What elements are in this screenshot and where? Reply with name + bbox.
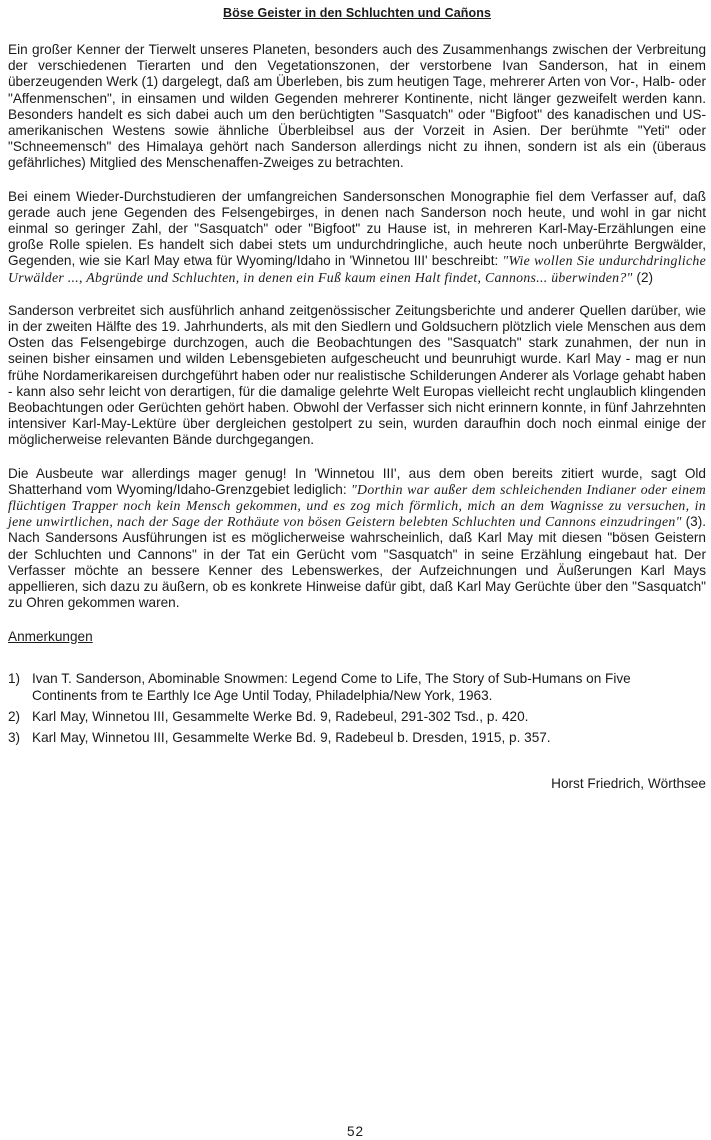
note-number: 2) — [8, 708, 21, 724]
page-title: Böse Geister in den Schluchten und Cañons — [222, 6, 492, 20]
note-item — [8, 729, 706, 746]
paragraph-text: Die Ausbeute war allerdings mager genug! In 'Winnetou III', aus dem oben bereits zitiert wurde, sagt Old Shatterhand vom Wyoming/Idaho-Grenzgebiet lediglich: — [8, 465, 706, 497]
paragraph-text: (3). Nach Sandersons Ausführungen ist es möglicherweise wahrscheinlich, daß Karl May mit diesen "bösen Geistern der Schluchten und Cannons" in der Tat ein Gerücht vom "Sasquatch" in seine Erzählung eingebaut hat. Der Verfasser möchte an bessere Kenner des Lebenswerkes, der Aufzeichnungen und Äußerungen Karl Mays appellieren, sich dazu zu äußern, ob es konkrete Hinweise dafür gibt, daß Karl May Gerüchte über den "Sasquatch" zu Ohren gekommen waren. — [8, 514, 706, 611]
paragraph-text: Sanderson verbreitet sich ausführlich anhand zeitgenössischer Zeitungsberichte und anderer Quellen darüber, wie in der zweiten Hälfte des 19. Jahrhunderts, als mit den Siedlern und Goldsuchern plötzlich viele Menschen aus dem Osten das Felsengebirge durchzogen, auch die Beobachtungen des "Sasquatch" stark zunahmen, der nun in seinen bisher einsamen und wilden Lebensgebieten aufgescheucht und beunruhigt wurde. Karl May - mag er nun frühe Nordamerikareisen durchgeführt haben oder nur realistische Schilderungen Anderer als Vorlage gehabt haben - kann also sehr leicht von derartigen, für die damalige gelehrte Welt Europas vielleicht recht unglaublich klingenden Beobachtungen oder Gerüchten gehört haben. Obwohl der Verfasser sich nicht erinnern konnte, in fünf Jahrzehnten intensiver Karl-May-Lektüre über dergleichen gestolpert zu sein, wurden daraufhin doch noch einmal einige der möglicherweise relevanten Bände durchgegangen. — [8, 302, 706, 448]
document-page — [8, 6, 706, 791]
note-item — [8, 708, 706, 725]
paragraph — [8, 466, 706, 612]
paragraph-text: Ein großer Kenner der Tierwelt unseres Planeten, besonders auch des Zusammenhangs zwischen der Verbreitung der verschiedenen Tierarten und den Vegetationszonen, der verstorbene Ivan Sanderson, hat in einem überzeugenden Werk (1) dargelegt, daß am Überleben, bis zum heutigen Tage, mehrerer Arten von Vor-, Halb- oder "Affenmenschen", in einsamen und wilden Gegenden mehrerer Kontinente, nicht länger gezweifelt werden kann. Besonders handelt es sich dabei auch um den berüchtigten "Sasquatch" oder "Bigfoot" des kanadischen und US-amerikanischen Westens sowie ähnliche Überbleibsel aus der Vorzeit in Asien. Der berühmte "Yeti" oder "Schneemensch" des Himalaya gehört nach Sanderson allerdings nicht zu ihnen, sondern ist als ein (überaus gefährliches) Mitglied des Menschenaffen-Zweiges zu betrachten. — [8, 42, 706, 171]
quotation-text: "Wie wollen Sie undurchdringliche Urwälder ..., Abgründe und Schluchten, in denen ein Fuß kaum einen Halt findet, Cannons... überwinden?" — [8, 253, 707, 285]
paragraph-text: (2) — [632, 269, 654, 285]
note-number: 3) — [8, 729, 21, 745]
paragraph — [8, 42, 706, 172]
note-text: Karl May, Winnetou III, Gesammelte Werke Bd. 9, Radebeul b. Dresden, 1915, p. 357. — [32, 729, 551, 745]
paragraph — [8, 303, 706, 449]
paragraph — [8, 189, 706, 286]
body-text — [8, 42, 706, 612]
page-number: 52 — [346, 1124, 365, 1139]
notes-heading: Anmerkungen — [8, 628, 93, 644]
quotation-text: "Dorthin war außer dem schleichenden Indianer oder einem flüchtigen Trapper noch kein Mensch gekommen, und es zog mich förmlich, mich an dem Wagnisse zu versuchen, in jene unwirtlichen, nach der Sage der Rothäute von bösen Geistern belebten Schluchten und Cannons einzudringen" — [8, 481, 706, 530]
note-item — [8, 670, 706, 704]
note-number: 1) — [8, 670, 21, 686]
note-text: Ivan T. Sanderson, Abominable Snowmen: Legend Come to Life, The Story of Sub-Humans on Five Continents from te Earthly Ice Age Until Today, Philadelphia/New York, 1963. — [32, 670, 631, 703]
note-text: Karl May, Winnetou III, Gesammelte Werke Bd. 9, Radebeul, 291-302 Tsd., p. 420. — [32, 708, 529, 724]
author-signature: Horst Friedrich, Wörthsee — [551, 775, 706, 791]
notes-list — [8, 670, 706, 746]
paragraph-text: Bei einem Wieder-Durchstudieren der umfangreichen Sandersonschen Monographie fiel dem Verfasser auf, daß gerade auch jene Gegenden des Felsengebirges, in denen nach Sanderson noch heute, und wohl in gar nicht einmal so geringer Zahl, der "Sasquatch" oder "Bigfoot" zu Hause ist, in mehreren Karl-May-Erzählungen eine große Rolle spielen. Es handelt sich dabei stets um undurchdringliche, auch heute noch unberührte Bergwälder, Gegenden, wie sie Karl May etwa für Wyoming/Idaho in 'Winnetou III' beschreibt: — [8, 188, 706, 269]
